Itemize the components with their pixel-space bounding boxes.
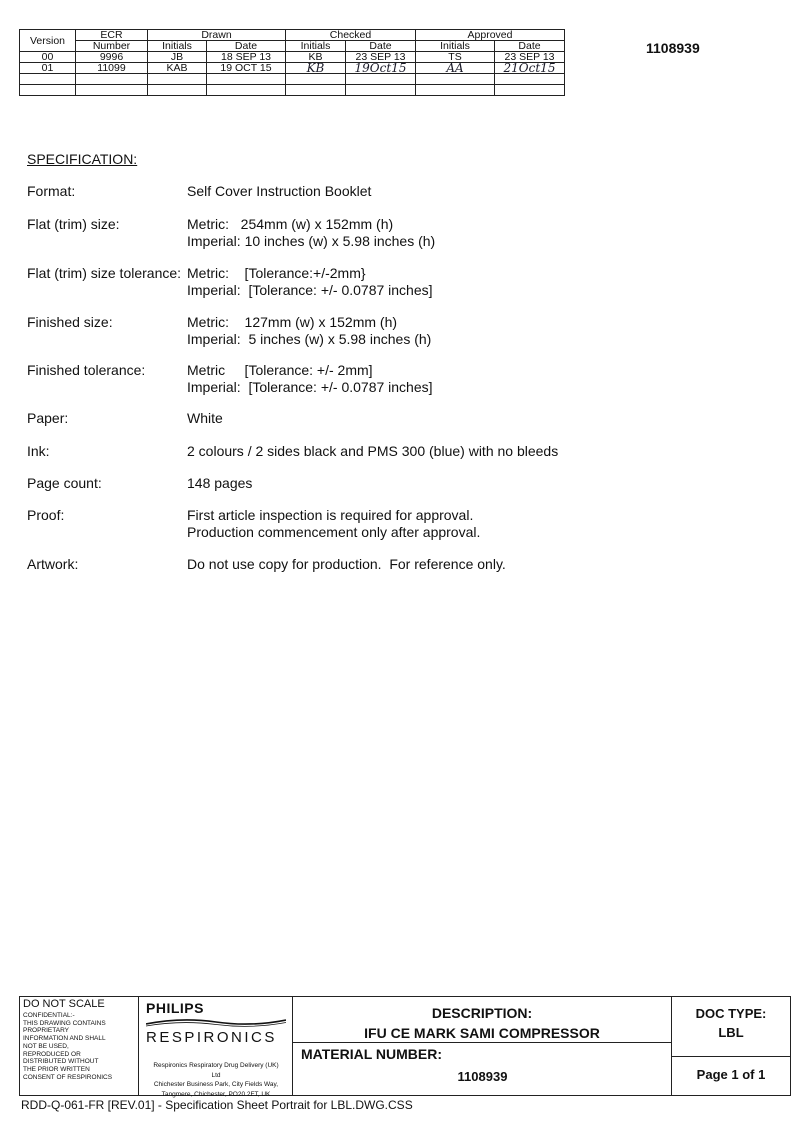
spec-value	[187, 443, 558, 460]
drawn-initials-cell: KAB	[148, 63, 207, 74]
checked-initials-cell: KB	[286, 52, 346, 63]
title-block	[19, 996, 791, 1096]
spec-value	[187, 507, 480, 541]
spec-value	[187, 216, 435, 250]
approved-date-cell: 23 SEP 13	[495, 52, 565, 63]
spec-label: Artwork:	[27, 556, 79, 572]
spec-value-line: Metric [Tolerance: +/- 2mm]	[187, 362, 373, 378]
footer-form-reference: RDD-Q-061-FR [REV.01] - Specification Sheet Portrait for LBL.DWG.CSS	[21, 1098, 413, 1112]
doc-type-cell	[672, 997, 790, 1057]
revision-table	[19, 29, 565, 96]
version-header: Version	[20, 30, 76, 52]
spec-label: Flat (trim) size:	[27, 216, 120, 232]
doc-type-value: LBL	[718, 1025, 744, 1040]
revision-header-row	[20, 30, 565, 41]
spec-value	[187, 183, 371, 200]
table-row	[20, 52, 565, 63]
confidential-line: PROPRIETARY	[23, 1027, 69, 1035]
spec-label: Ink:	[27, 443, 50, 459]
do-not-scale-label: DO NOT SCALE	[23, 998, 105, 1010]
spec-value-line: First article inspection is required for approval.	[187, 507, 474, 523]
company-name: RESPIRONICS	[146, 1029, 277, 1046]
spec-value-line: 148 pages	[187, 475, 253, 491]
spec-value	[187, 410, 223, 427]
approved-date-handwritten: 21Oct15	[495, 63, 565, 74]
company-address	[139, 1061, 293, 1099]
spec-value-line: White	[187, 410, 223, 426]
material-number-cell	[293, 1043, 672, 1095]
spec-value-line: Imperial: 5 inches (w) x 5.98 inches (h)	[187, 331, 432, 347]
table-row-empty	[20, 74, 565, 85]
description-label: DESCRIPTION:	[431, 1005, 533, 1021]
spec-value-line: Metric: [Tolerance:+/-2mm}	[187, 265, 366, 281]
spec-value	[187, 475, 252, 492]
checked-date-cell: 23 SEP 13	[346, 52, 416, 63]
spec-label: Paper:	[27, 410, 69, 426]
approved-date-header: Date	[495, 41, 565, 52]
version-cell: 00	[20, 52, 76, 63]
spec-label: Proof:	[27, 507, 65, 523]
wave-logo-icon	[146, 1017, 286, 1027]
brand-logo: PHILIPS	[146, 1000, 204, 1016]
spec-label: Finished tolerance:	[27, 362, 146, 378]
table-row-empty	[20, 85, 565, 96]
spec-value-line: 2 colours / 2 sides black and PMS 300 (blue) with no bleeds	[187, 443, 559, 459]
approved-initials-signature: AA	[416, 63, 495, 74]
spec-value-line: Do not use copy for production. For reference only.	[187, 556, 506, 572]
description-value: IFU CE MARK SAMI COMPRESSOR	[364, 1025, 600, 1041]
confidential-line: INFORMATION AND SHALL	[23, 1035, 106, 1043]
drawn-date-header: Date	[207, 41, 286, 52]
revision-subheader-row	[20, 41, 565, 52]
version-cell: 01	[20, 63, 76, 74]
address-line: Ltd	[211, 1071, 221, 1079]
address-line: Respironics Respiratory Drug Delivery (UK)	[153, 1062, 279, 1069]
table-row	[20, 63, 565, 74]
ecr-number-header: Number	[76, 41, 148, 52]
document-number: 1108939	[646, 40, 700, 56]
drawn-initials-cell: JB	[148, 52, 207, 63]
spec-value	[187, 362, 433, 396]
drawn-header: Drawn	[148, 30, 286, 41]
checked-initials-header: Initials	[286, 41, 346, 52]
spec-label: Flat (trim) size tolerance:	[27, 265, 182, 281]
address-line: Chichester Business Park, City Fields Way,	[153, 1081, 279, 1088]
company-logo-cell	[139, 997, 293, 1098]
approved-initials-cell: TS	[416, 52, 495, 63]
spec-value-line: Imperial: [Tolerance: +/- 0.0787 inches]	[187, 379, 433, 395]
spec-value-line: Metric: 127mm (w) x 152mm (h)	[187, 314, 398, 330]
spec-value	[187, 556, 506, 573]
page-number: Page 1 of 1	[696, 1067, 766, 1082]
ecr-header: ECR	[76, 30, 148, 41]
drawn-date-cell: 18 SEP 13	[207, 52, 286, 63]
approved-initials-header: Initials	[416, 41, 495, 52]
confidential-line: NOT BE USED,	[23, 1042, 69, 1050]
checked-initials-signature: KB	[286, 63, 346, 74]
spec-label: Page count:	[27, 475, 102, 491]
spec-value-line: Production commencement only after approval.	[187, 524, 481, 540]
ecr-cell: 9996	[76, 52, 148, 63]
spec-value	[187, 265, 433, 299]
approved-header: Approved	[416, 30, 565, 41]
confidential-line: THE PRIOR WRITTEN	[23, 1065, 90, 1073]
checked-date-handwritten: 19Oct15	[346, 63, 416, 74]
material-number-value: 1108939	[457, 1069, 508, 1084]
spec-value	[187, 314, 431, 348]
spec-value-line: Self Cover Instruction Booklet	[187, 183, 372, 199]
checked-header: Checked	[286, 30, 416, 41]
confidential-line: REPRODUCED OR	[23, 1050, 81, 1058]
confidential-notice	[23, 1012, 135, 1081]
drawn-date-cell: 19 OCT 15	[207, 63, 286, 74]
confidential-line: DISTRIBUTED WITHOUT	[23, 1058, 99, 1066]
address-line: Tangmere, Chichester, PO20 2FT, UK	[161, 1090, 271, 1098]
spec-label: Format:	[27, 183, 76, 199]
spec-value-line: Imperial: [Tolerance: +/- 0.0787 inches]	[187, 282, 433, 298]
material-number-label: MATERIAL NUMBER:	[301, 1046, 443, 1062]
do-not-scale-cell	[20, 997, 139, 1095]
drawn-initials-header: Initials	[148, 41, 207, 52]
specification-heading: SPECIFICATION:	[27, 151, 138, 167]
description-cell	[293, 997, 672, 1043]
spec-value-line: Imperial: 10 inches (w) x 5.98 inches (h)	[187, 233, 436, 249]
ecr-cell: 11099	[76, 63, 148, 74]
checked-date-header: Date	[346, 41, 416, 52]
confidential-line: CONSENT OF RESPIRONICS	[23, 1073, 113, 1081]
spec-label: Finished size:	[27, 314, 113, 330]
confidential-line: THIS DRAWING CONTAINS	[23, 1019, 106, 1027]
confidential-line: CONFIDENTIAL:-	[23, 1012, 75, 1019]
doc-type-label: DOC TYPE:	[695, 1006, 767, 1021]
spec-value-line: Metric: 254mm (w) x 152mm (h)	[187, 216, 394, 232]
